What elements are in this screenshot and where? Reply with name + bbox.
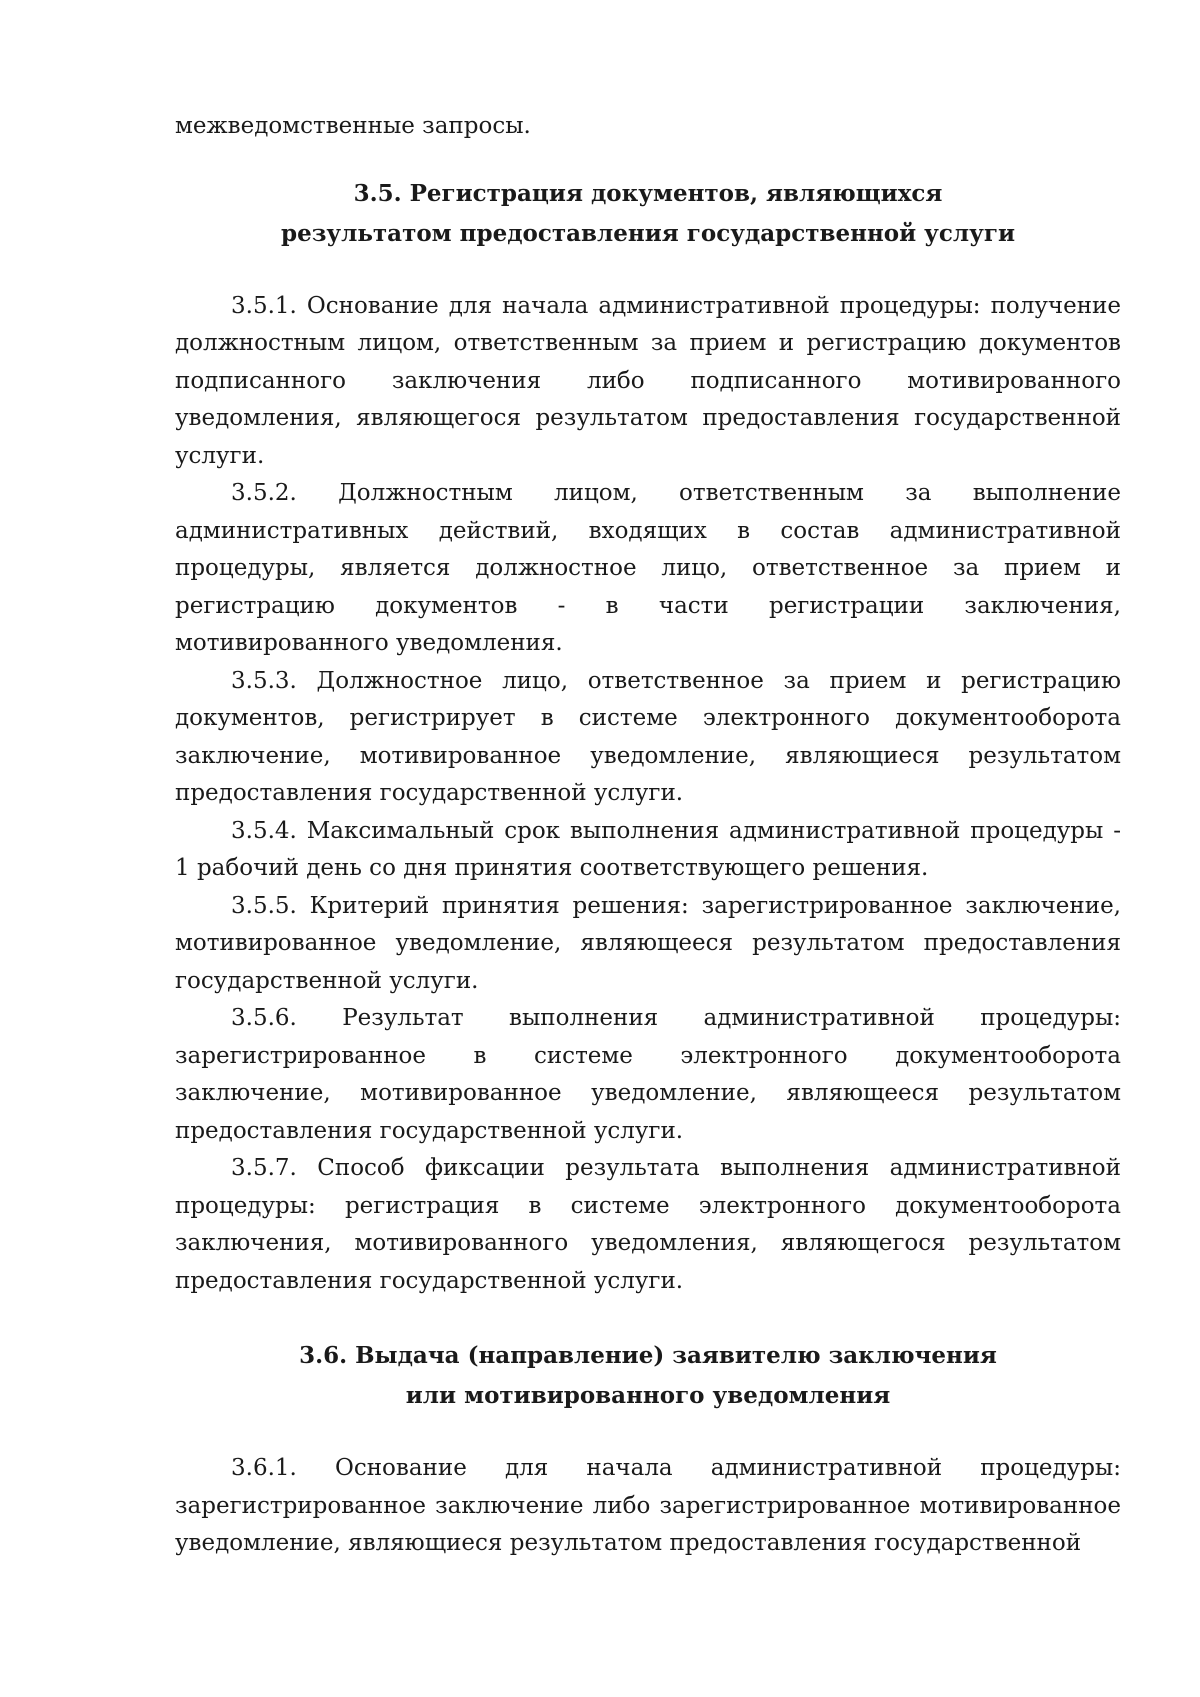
section-heading-3-6 [175, 1336, 1121, 1416]
paragraph-3-5-7: 3.5.7. Способ фиксации результата выполнения административной процедуры: регистрация в системе электронного документооборота заключения, мотивированного уведомления, являющегося результатом предоставления государственной услуги. [175, 1155, 1121, 1294]
paragraph-3-5-3: 3.5.3. Должностное лицо, ответственное за прием и регистрацию документов, регистрирует в системе электронного документооборота заключение, мотивированное уведомление, являющиеся результатом предоставления государственной услуги. [175, 667, 1121, 806]
paragraph-3-6-1: 3.6.1. Основание для начала административной процедуры: зарегистрированное заключение либо зарегистрированное мотивированное уведомление, являющиеся результатом предоставления государственной [175, 1455, 1121, 1556]
paragraph-3-5-4: 3.5.4. Максимальный срок выполнения административной процедуры - 1 рабочий день со дня принятия соответствующего решения. [175, 817, 1121, 881]
section-heading-line: или мотивированного уведомления [405, 1382, 891, 1409]
section-heading-line: результатом предоставления государственной услуги [280, 219, 1016, 247]
paragraph-3-5-5: 3.5.5. Критерий принятия решения: зарегистрированное заключение, мотивированное уведомление, являющееся результатом предоставления государственной услуги. [175, 892, 1121, 994]
section-heading-3-5 [175, 174, 1121, 254]
paragraph-3-5-6: 3.5.6. Результат выполнения административной процедуры: зарегистрированное в системе электронного документооборота заключение, мотивированное уведомление, являющееся результатом предоставления государственной услуги. [175, 1005, 1121, 1144]
section-heading-line: 3.6. Выдача (направление) заявителю заключения [299, 1342, 997, 1369]
continuation-text: межведомственные запросы. [175, 113, 531, 139]
paragraph-3-5-1: 3.5.1. Основание для начала административной процедуры: получение должностным лицом, ответственным за прием и регистрацию документов подписанного заключения либо подписанного мотивированного уведомления, являющегося результатом предоставления государственной услуги. [175, 292, 1121, 469]
document-page [175, 108, 1121, 1563]
section-heading-line: 3.5. Регистрация документов, являющихся [353, 179, 943, 207]
paragraph-3-5-2: 3.5.2. Должностным лицом, ответственным за выполнение административных действий, входящих в состав административной процедуры, является должностное лицо, ответственное за прием и регистрацию документов - в части регистрации заключения, мотивированного уведомления. [175, 480, 1121, 656]
